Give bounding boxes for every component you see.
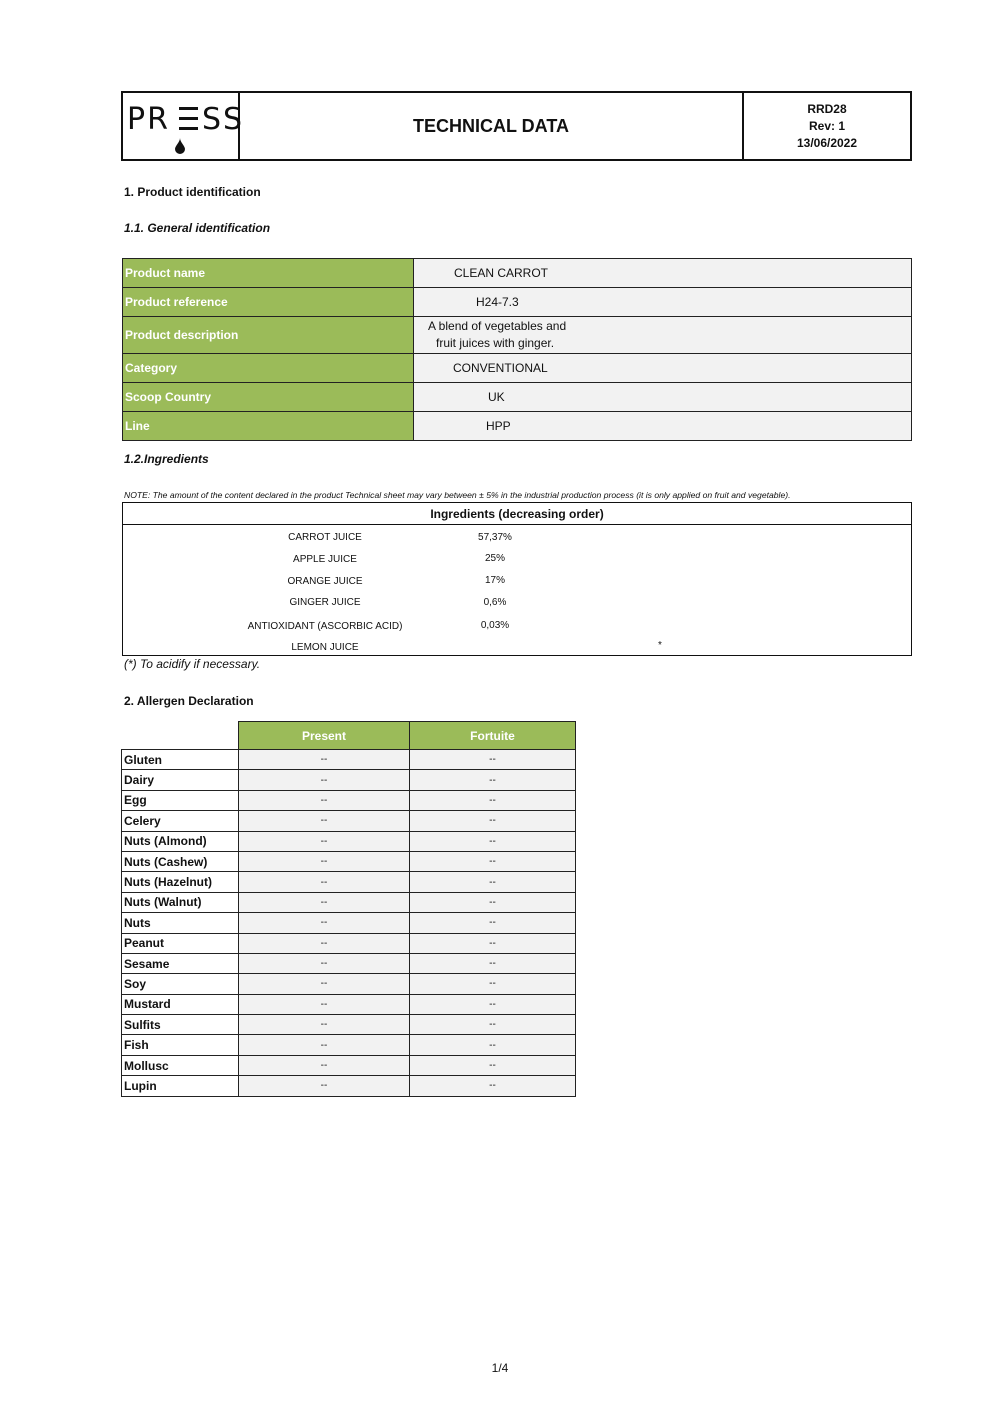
fortuite-value: --	[410, 994, 576, 1014]
table-row	[122, 933, 576, 953]
allergen-name: Gluten	[122, 750, 239, 770]
fortuite-value: --	[410, 974, 576, 994]
table-row	[122, 1076, 576, 1096]
fortuite-value: --	[410, 750, 576, 770]
fortuite-value: --	[410, 1055, 576, 1075]
section-product-identification: 1. Product identification	[124, 185, 261, 199]
present-value: --	[239, 750, 410, 770]
allergen-table	[121, 721, 576, 1097]
ingredient-name: CARROT JUICE	[288, 532, 362, 543]
table-row	[122, 1035, 576, 1055]
press-logo	[123, 93, 245, 159]
fortuite-value: --	[410, 770, 576, 790]
table-row	[122, 872, 576, 892]
table-row	[122, 913, 576, 933]
fortuite-value: --	[410, 1035, 576, 1055]
present-value: --	[239, 831, 410, 851]
fortuite-value: --	[410, 811, 576, 831]
table-row	[122, 770, 576, 790]
fortuite-value: --	[410, 872, 576, 892]
row-value: HPP	[414, 412, 912, 441]
ingredient-name: APPLE JUICE	[293, 554, 357, 565]
row-label: Line	[123, 412, 414, 441]
present-value: --	[239, 790, 410, 810]
present-value: --	[239, 770, 410, 790]
row-label: Product name	[123, 259, 414, 288]
present-value: --	[239, 811, 410, 831]
svg-text:SS: SS	[202, 102, 245, 137]
allergen-name: Mustard	[122, 994, 239, 1014]
identification-table	[122, 258, 912, 441]
table-row	[122, 994, 576, 1014]
allergen-name: Sulfits	[122, 1015, 239, 1035]
table-row	[122, 790, 576, 810]
svg-text:PR: PR	[127, 102, 170, 137]
ingredient-name: LEMON JUICE	[291, 642, 359, 653]
description-line: A blend of vegetables and	[428, 319, 567, 333]
allergen-name: Celery	[122, 811, 239, 831]
fortuite-column-header: Fortuite	[410, 722, 576, 750]
fortuite-value: --	[410, 831, 576, 851]
allergen-name: Lupin	[122, 1076, 239, 1096]
allergen-name: Dairy	[122, 770, 239, 790]
description-line: fruit juices with ginger.	[436, 336, 555, 350]
present-value: --	[239, 1076, 410, 1096]
present-value: --	[239, 851, 410, 871]
allergen-name: Egg	[122, 790, 239, 810]
table-row	[122, 1015, 576, 1035]
present-value: --	[239, 1035, 410, 1055]
ingredients-header: Ingredients (decreasing order)	[123, 503, 911, 525]
fortuite-value: --	[410, 933, 576, 953]
document-reference	[744, 93, 910, 159]
allergen-name: Peanut	[122, 933, 239, 953]
fortuite-value: --	[410, 1015, 576, 1035]
section-general-identification: 1.1. General identification	[124, 221, 271, 235]
fortuite-value: --	[410, 892, 576, 912]
row-value: CLEAN CARROT	[414, 259, 912, 288]
tolerance-note: NOTE: The amount of the content declared in the product Technical sheet may vary between ± 5% in the industrial production process (it is only applied on fruit and vegetable).	[124, 490, 791, 500]
ingredient-percent: 25%	[484, 553, 505, 564]
row-label: Category	[123, 354, 414, 383]
ingredient-percent: 0,6%	[483, 597, 507, 608]
ingredient-name: GINGER JUICE	[289, 597, 361, 608]
present-value: --	[239, 953, 410, 973]
row-label: Scoop Country	[123, 383, 414, 412]
row-value	[414, 317, 912, 354]
table-row	[122, 811, 576, 831]
present-value: --	[239, 933, 410, 953]
acidify-asterisk: *	[658, 640, 662, 651]
page-number: 1/4	[491, 1361, 509, 1375]
acidify-note: (*) To acidify if necessary.	[124, 657, 261, 671]
document-title: TECHNICAL DATA	[240, 93, 744, 159]
ingredient-name: ANTIOXIDANT (ASCORBIC ACID)	[247, 621, 403, 632]
present-value: --	[239, 974, 410, 994]
fortuite-value: --	[410, 790, 576, 810]
doc-code: RRD28	[807, 101, 847, 116]
allergen-name: Mollusc	[122, 1055, 239, 1075]
present-column-header: Present	[239, 722, 410, 750]
allergen-name: Nuts (Hazelnut)	[122, 872, 239, 892]
table-row	[122, 892, 576, 912]
ingredient-percent: 17%	[484, 575, 505, 586]
revision-date: 13/06/2022	[796, 135, 858, 150]
allergen-name: Fish	[122, 1035, 239, 1055]
table-row	[122, 831, 576, 851]
ingredient-name: ORANGE JUICE	[287, 576, 363, 587]
table-row	[122, 974, 576, 994]
fortuite-value: --	[410, 953, 576, 973]
drop-icon	[175, 138, 185, 159]
row-label: Product description	[123, 317, 414, 354]
table-row	[122, 851, 576, 871]
table-row	[122, 1055, 576, 1075]
present-value: --	[239, 1055, 410, 1075]
fortuite-value: --	[410, 851, 576, 871]
allergen-name: Nuts	[122, 913, 239, 933]
present-value: --	[239, 892, 410, 912]
section-ingredients: 1.2.Ingredients	[124, 452, 209, 466]
present-value: --	[239, 994, 410, 1014]
row-label: Product reference	[123, 288, 414, 317]
table-row	[123, 259, 912, 288]
allergen-name: Sesame	[122, 953, 239, 973]
fortuite-value: --	[410, 1076, 576, 1096]
table-row	[122, 750, 576, 770]
allergen-name: Nuts (Walnut)	[122, 892, 239, 912]
present-value: --	[239, 913, 410, 933]
table-row	[123, 383, 912, 412]
allergen-name: Nuts (Almond)	[122, 831, 239, 851]
present-value: --	[239, 872, 410, 892]
document-header	[121, 91, 912, 161]
row-value: UK	[414, 383, 912, 412]
row-value: H24-7.3	[414, 288, 912, 317]
section-allergen-declaration: 2. Allergen Declaration	[124, 694, 254, 708]
logo-wordmark	[127, 102, 245, 141]
ingredient-percent: 0,03%	[480, 620, 510, 631]
allergen-header-row	[122, 722, 576, 750]
present-value: --	[239, 1015, 410, 1035]
fortuite-value: --	[410, 913, 576, 933]
allergen-name: Nuts (Cashew)	[122, 851, 239, 871]
row-value: CONVENTIONAL	[414, 354, 912, 383]
allergen-name: Soy	[122, 974, 239, 994]
table-row	[123, 412, 912, 441]
table-row	[123, 317, 912, 354]
table-row	[122, 953, 576, 973]
revision: Rev: 1	[808, 118, 846, 133]
table-row	[123, 288, 912, 317]
ingredient-percent: 57,37%	[478, 532, 512, 543]
table-row	[123, 354, 912, 383]
